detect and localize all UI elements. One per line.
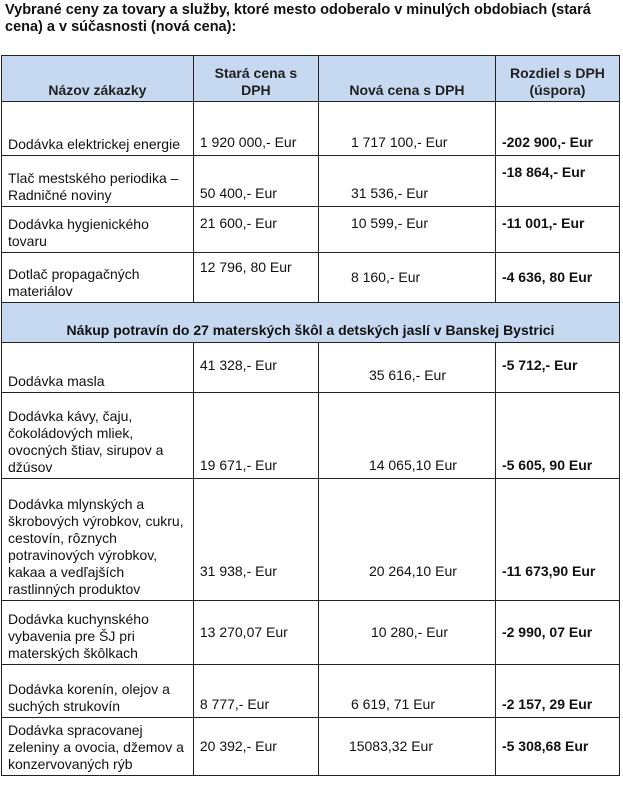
row-name: Dodávka masla — [2, 343, 194, 393]
row-name: Dodávka korenín, olejov a suchých strukovín — [2, 665, 194, 718]
column-header-difference: Rozdiel s DPH (úspora) — [495, 56, 619, 102]
row-old-price: 20 392,- Eur — [193, 718, 318, 776]
row-new-price: 10 599,- Eur — [318, 207, 495, 253]
row-difference: -202 900,- Eur — [495, 102, 619, 156]
row-name: Dodávka elektrickej energie — [2, 102, 194, 156]
table-row — [2, 393, 620, 479]
row-name: Dodávka kávy, čaju, čokoládových mliek, ovocných štiav, sirupov a džúsov — [2, 393, 194, 479]
row-new-price: 14 065,10 Eur — [318, 393, 495, 479]
table-row — [2, 253, 620, 303]
row-new-price: 15083,32 Eur — [318, 718, 495, 776]
row-new-price: 31 536,- Eur — [318, 156, 495, 207]
row-new-price: 10 280,- Eur — [318, 601, 495, 665]
row-name: Dodávka hygienického tovaru — [2, 207, 194, 253]
column-header-name: Názov zákazky — [2, 56, 194, 102]
row-old-price: 13 270,07 Eur — [193, 601, 318, 665]
row-old-price: 12 796, 80 Eur — [193, 253, 318, 303]
table-row — [2, 156, 620, 207]
column-header-new-price: Nová cena s DPH — [318, 56, 495, 102]
table-row — [2, 601, 620, 665]
row-name: Dotlač propagačných materiálov — [2, 253, 194, 303]
section-title: Nákup potravín do 27 materských škôl a detských jaslí v Banskej Bystrici — [2, 303, 620, 343]
document-heading: Vybrané ceny za tovary a služby, ktoré mesto odoberalo v minulých obdobiach (stará cena) a v súčasnosti (nová cena): — [5, 2, 591, 35]
row-name: Dodávka mlynských a škrobových výrobkov, cukru, cestovín, rôznych potravinových výrobkov, kakaa a vedľajších rastlinných produktov — [2, 479, 194, 601]
row-old-price: 8 777,- Eur — [193, 665, 318, 718]
row-name: Dodávka kuchynského vybavenia pre ŠJ pri materských škôlkach — [2, 601, 194, 665]
row-old-price: 41 328,- Eur — [193, 343, 318, 393]
table-row — [2, 207, 620, 253]
table-row — [2, 665, 620, 718]
column-header-old-price: Stará cena s DPH — [193, 56, 318, 102]
row-old-price: 31 938,- Eur — [193, 479, 318, 601]
row-difference: -5 712,- Eur — [495, 343, 619, 393]
row-new-price: 1 717 100,- Eur — [318, 102, 495, 156]
table-row — [2, 343, 620, 393]
row-new-price: 20 264,10 Eur — [318, 479, 495, 601]
section-row — [2, 303, 620, 343]
row-difference: -4 636, 80 Eur — [495, 253, 619, 303]
row-difference: -11 673,90 Eur — [495, 479, 619, 601]
row-difference: -2 990, 07 Eur — [495, 601, 619, 665]
row-name: Tlač mestského periodika – Radničné noviny — [2, 156, 194, 207]
row-old-price: 50 400,- Eur — [193, 156, 318, 207]
table-row — [2, 479, 620, 601]
row-new-price: 6 619, 71 Eur — [318, 665, 495, 718]
row-new-price: 35 616,- Eur — [318, 343, 495, 393]
row-name: Dodávka spracovanej zeleniny a ovocia, džemov a konzervovaných rýb — [2, 718, 194, 776]
header-row — [2, 56, 620, 102]
row-old-price: 21 600,- Eur — [193, 207, 318, 253]
row-old-price: 19 671,- Eur — [193, 393, 318, 479]
row-difference: -18 864,- Eur — [495, 156, 619, 207]
row-difference: -11 001,- Eur — [495, 207, 619, 253]
price-comparison-table — [1, 55, 620, 776]
row-difference: -5 605, 90 Eur — [495, 393, 619, 479]
row-new-price: 8 160,- Eur — [318, 253, 495, 303]
row-difference: -5 308,68 Eur — [495, 718, 619, 776]
table-row — [2, 102, 620, 156]
row-old-price: 1 920 000,- Eur — [193, 102, 318, 156]
table-row — [2, 718, 620, 776]
row-difference: -2 157, 29 Eur — [495, 665, 619, 718]
